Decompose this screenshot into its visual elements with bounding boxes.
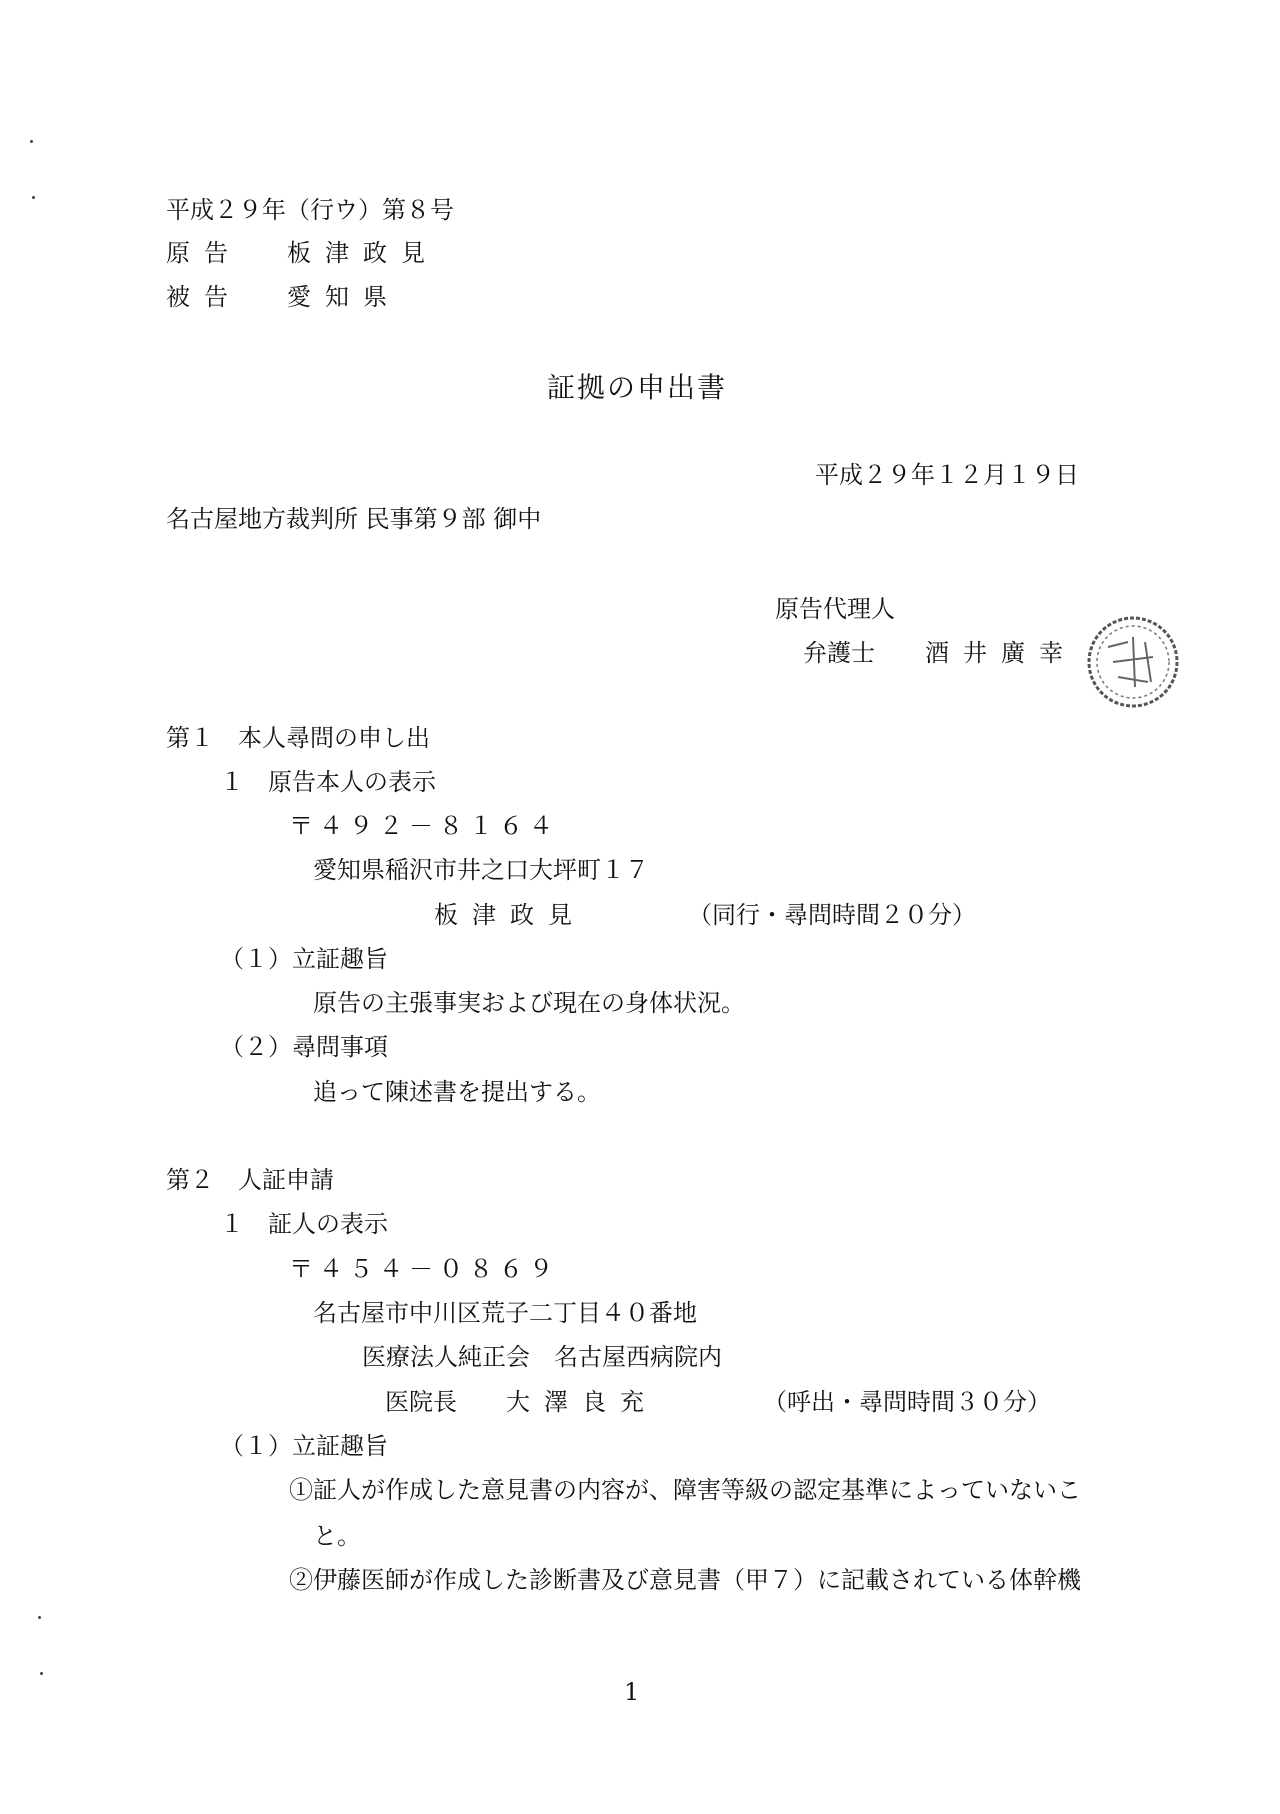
case-number: 平成２９年（行ウ）第８号	[166, 196, 454, 224]
section2-address: 名古屋市中川区荒子二丁目４０番地	[313, 1299, 697, 1327]
document-date: 平成２９年１２月１９日	[815, 461, 1079, 489]
agent-role: 原告代理人	[775, 595, 895, 623]
section1-note: （同行・尋問時間２０分）	[688, 901, 976, 929]
section1-purpose-heading: （１）立証趣旨	[220, 945, 388, 973]
agent-title: 弁護士	[803, 639, 875, 667]
agent-name: 酒井廣幸	[925, 639, 1077, 667]
section2-heading: 第２ 人証申請	[166, 1166, 334, 1194]
section2-institution: 医療法人純正会 名古屋西病院内	[362, 1343, 722, 1371]
page-number: 1	[624, 1678, 640, 1706]
section2-purpose-line2: と。	[313, 1522, 361, 1550]
section1-matters-text: 追って陳述書を提出する。	[313, 1078, 601, 1106]
section2-item-heading: １ 証人の表示	[220, 1210, 388, 1238]
seal-stamp	[1083, 612, 1183, 712]
section1-person: 板津政見	[434, 901, 586, 929]
section1-address: 愛知県稲沢市井之口大坪町１７	[313, 856, 649, 884]
section2-person: 大澤良充	[506, 1388, 658, 1416]
section1-purpose-text: 原告の主張事実および現在の身体状況。	[313, 989, 745, 1017]
section1-postal: 〒４９２－８１６４	[289, 812, 559, 840]
scan-speck	[30, 140, 33, 143]
section2-purpose-line3: ②伊藤医師が作成した診断書及び意見書（甲７）に記載されている体幹機	[289, 1566, 1081, 1594]
scan-speck	[32, 196, 35, 199]
section2-postal: 〒４５４－０８６９	[289, 1255, 559, 1283]
section2-position: 医院長	[385, 1388, 457, 1416]
plaintiff-label: 原告	[166, 239, 242, 267]
section2-purpose-heading: （１）立証趣旨	[220, 1432, 388, 1460]
document-title: 証拠の申出書	[547, 371, 728, 404]
defendant-name: 愛知県	[287, 283, 401, 311]
addressee: 名古屋地方裁判所 民事第９部 御中	[166, 505, 542, 533]
section1-matters-heading: （２）尋問事項	[220, 1033, 388, 1061]
section2-purpose-line1: ①証人が作成した意見書の内容が、障害等級の認定基準によっていないこ	[289, 1476, 1081, 1504]
scan-speck	[40, 1672, 43, 1675]
section2-note: （呼出・尋問時間３０分）	[763, 1388, 1051, 1416]
section1-heading: 第１ 本人尋問の申し出	[166, 724, 430, 752]
scan-speck	[38, 1616, 41, 1619]
defendant-label: 被告	[166, 283, 242, 311]
plaintiff-name: 板津政見	[287, 239, 439, 267]
section1-item-heading: １ 原告本人の表示	[220, 768, 436, 796]
